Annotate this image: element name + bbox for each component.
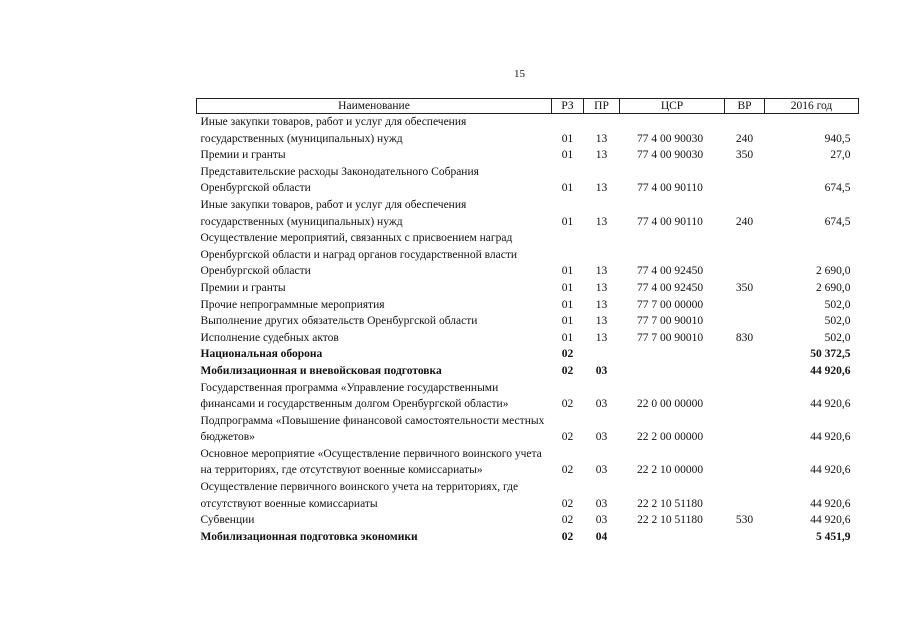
amount-cell: 502,0: [824, 331, 851, 344]
csr-cell: [620, 346, 725, 363]
name-cell: Премии и гранты: [200, 149, 286, 162]
table-row: [197, 512, 859, 529]
name-cell: Выполнение других обязательств Оренбургской области: [200, 315, 478, 328]
amount-cell: 502,0: [824, 298, 851, 311]
csr-cell: [620, 529, 725, 546]
table-row: [197, 297, 859, 314]
name-cell: Национальная оборона: [200, 348, 323, 361]
header-rz: РЗ: [552, 99, 584, 114]
vr-cell: [725, 380, 765, 413]
csr-cell: 77 7 00 90010: [636, 315, 704, 328]
amount-cell: 44 920,6: [810, 497, 851, 510]
table-row: [197, 346, 859, 363]
rz-cell: 02: [561, 364, 574, 377]
csr-cell: 77 4 00 92450: [636, 265, 704, 278]
amount-cell: 5 451,9: [816, 530, 851, 543]
table-body: [197, 114, 859, 546]
vr-cell: [725, 529, 765, 546]
csr-cell: 22 2 00 00000: [636, 431, 704, 444]
pr-cell: 03: [595, 364, 608, 377]
table-row: [197, 280, 859, 297]
pr-cell: 03: [595, 431, 608, 444]
table-row: [197, 479, 859, 512]
vr-cell: 240: [735, 215, 754, 228]
name-cell: Премии и гранты: [200, 281, 286, 294]
rz-cell: 01: [561, 298, 574, 311]
rz-cell: 02: [561, 497, 574, 510]
amount-cell: 2 690,0: [816, 281, 851, 294]
name-cell: Мобилизационная и вневойсковая подготовка: [200, 364, 442, 377]
vr-cell: [725, 346, 765, 363]
pr-cell: 13: [595, 331, 608, 344]
header-csr: ЦСР: [620, 99, 725, 114]
table-row: [197, 230, 859, 280]
rz-cell: 02: [561, 431, 574, 444]
name-cell: Основное мероприятие «Осуществление первичного воинского учета на территориях, где отсутствуют военные комиссариаты»: [200, 447, 542, 477]
name-cell: Представительские расходы Законодательного Собрания Оренбургской области: [200, 165, 479, 195]
table-row: [197, 147, 859, 164]
rz-cell: 01: [561, 281, 574, 294]
amount-cell: 2 690,0: [816, 265, 851, 278]
name-cell: Исполнение судебных актов: [200, 331, 339, 344]
pr-cell: 13: [595, 298, 608, 311]
rz-cell: 01: [561, 215, 574, 228]
rz-cell: 01: [561, 331, 574, 344]
vr-cell: [725, 164, 765, 197]
pr-cell: 13: [595, 182, 608, 195]
name-cell: Субвенции: [200, 514, 255, 527]
csr-cell: 22 2 10 51180: [637, 497, 703, 510]
name-cell: Подпрограмма «Повышение финансовой самостоятельности местных бюджетов»: [200, 414, 545, 444]
name-cell: Прочие непрограммные мероприятия: [200, 298, 385, 311]
pr-cell: 13: [595, 132, 608, 145]
amount-cell: 940,5: [824, 132, 851, 145]
amount-cell: 44 920,6: [810, 398, 851, 411]
pr-cell: 03: [595, 514, 608, 527]
amount-cell: 674,5: [824, 182, 851, 195]
amount-cell: 674,5: [824, 215, 851, 228]
amount-cell: 502,0: [824, 315, 851, 328]
csr-cell: 77 4 00 92450: [636, 281, 704, 294]
csr-cell: 22 0 00 00000: [636, 398, 704, 411]
vr-cell: [725, 479, 765, 512]
budget-table: [196, 98, 859, 545]
csr-cell: 22 2 10 00000: [636, 464, 704, 477]
rz-cell: 01: [561, 182, 574, 195]
rz-cell: 01: [561, 149, 574, 162]
table-row: [197, 380, 859, 413]
table-row: [197, 446, 859, 479]
vr-cell: 530: [735, 514, 754, 527]
csr-cell: 22 2 10 51180: [637, 514, 703, 527]
header-vr: ВР: [725, 99, 765, 114]
vr-cell: [725, 446, 765, 479]
csr-cell: 77 4 00 90030: [636, 149, 704, 162]
table-row: [197, 363, 859, 380]
rz-cell: 01: [561, 315, 574, 328]
vr-cell: [725, 313, 765, 330]
csr-cell: [620, 363, 725, 380]
vr-cell: [725, 230, 765, 280]
pr-cell: 13: [595, 215, 608, 228]
csr-cell: 77 7 00 00000: [636, 298, 704, 311]
rz-cell: 02: [561, 530, 574, 543]
table-header-row: [197, 99, 859, 114]
header-year: 2016 год: [765, 99, 859, 114]
amount-cell: 50 372,5: [810, 348, 851, 361]
table-row: [197, 330, 859, 347]
page-number: 15: [514, 68, 525, 80]
rz-cell: 02: [561, 348, 574, 361]
pr-cell: 03: [595, 497, 608, 510]
table-row: [197, 313, 859, 330]
rz-cell: 02: [561, 464, 574, 477]
table-row: [197, 164, 859, 197]
pr-cell: 03: [595, 398, 608, 411]
rz-cell: 01: [561, 265, 574, 278]
name-cell: Иные закупки товаров, работ и услуг для обеспечения государственных (муниципальных) нужд: [200, 116, 467, 145]
vr-cell: 350: [735, 149, 754, 162]
vr-cell: [725, 363, 765, 380]
vr-cell: [725, 297, 765, 314]
amount-cell: 27,0: [830, 149, 851, 162]
name-cell: Государственная программа «Управление государственными финансами и государственным долгом Оренбургской области»: [200, 381, 509, 411]
vr-cell: 240: [735, 132, 754, 145]
header-name: Наименование: [197, 99, 552, 114]
table-row: [197, 529, 859, 546]
pr-cell: 13: [595, 149, 608, 162]
amount-cell: 44 920,6: [810, 431, 851, 444]
vr-cell: 350: [735, 281, 754, 294]
amount-cell: 44 920,6: [810, 464, 851, 477]
table-row: [197, 114, 859, 148]
csr-cell: 77 4 00 90030: [636, 132, 704, 145]
pr-cell: 13: [595, 265, 608, 278]
name-cell: Осуществление мероприятий, связанных с присвоением наград Оренбургской области и наград органов государственной власти Оренбургской области: [200, 232, 518, 278]
table-row: [197, 197, 859, 230]
csr-cell: 77 7 00 90010: [636, 331, 704, 344]
rz-cell: 02: [561, 398, 574, 411]
table-row: [197, 413, 859, 446]
pr-cell: [584, 346, 620, 363]
pr-cell: 04: [595, 530, 608, 543]
rz-cell: 02: [561, 514, 574, 527]
csr-cell: 77 4 00 90110: [637, 182, 703, 195]
amount-cell: 44 920,6: [810, 514, 851, 527]
vr-cell: [725, 413, 765, 446]
name-cell: Осуществление первичного воинского учета на территориях, где отсутствуют военные комиссариаты: [200, 481, 519, 510]
pr-cell: 13: [595, 281, 608, 294]
amount-cell: 44 920,6: [810, 364, 851, 377]
rz-cell: 01: [561, 132, 574, 145]
name-cell: Иные закупки товаров, работ и услуг для обеспечения государственных (муниципальных) нужд: [200, 198, 467, 228]
name-cell: Мобилизационная подготовка экономики: [200, 530, 418, 543]
pr-cell: 03: [595, 464, 608, 477]
header-pr: ПР: [584, 99, 620, 114]
pr-cell: 13: [595, 315, 608, 328]
csr-cell: 77 4 00 90110: [637, 215, 703, 228]
vr-cell: 830: [735, 331, 754, 344]
